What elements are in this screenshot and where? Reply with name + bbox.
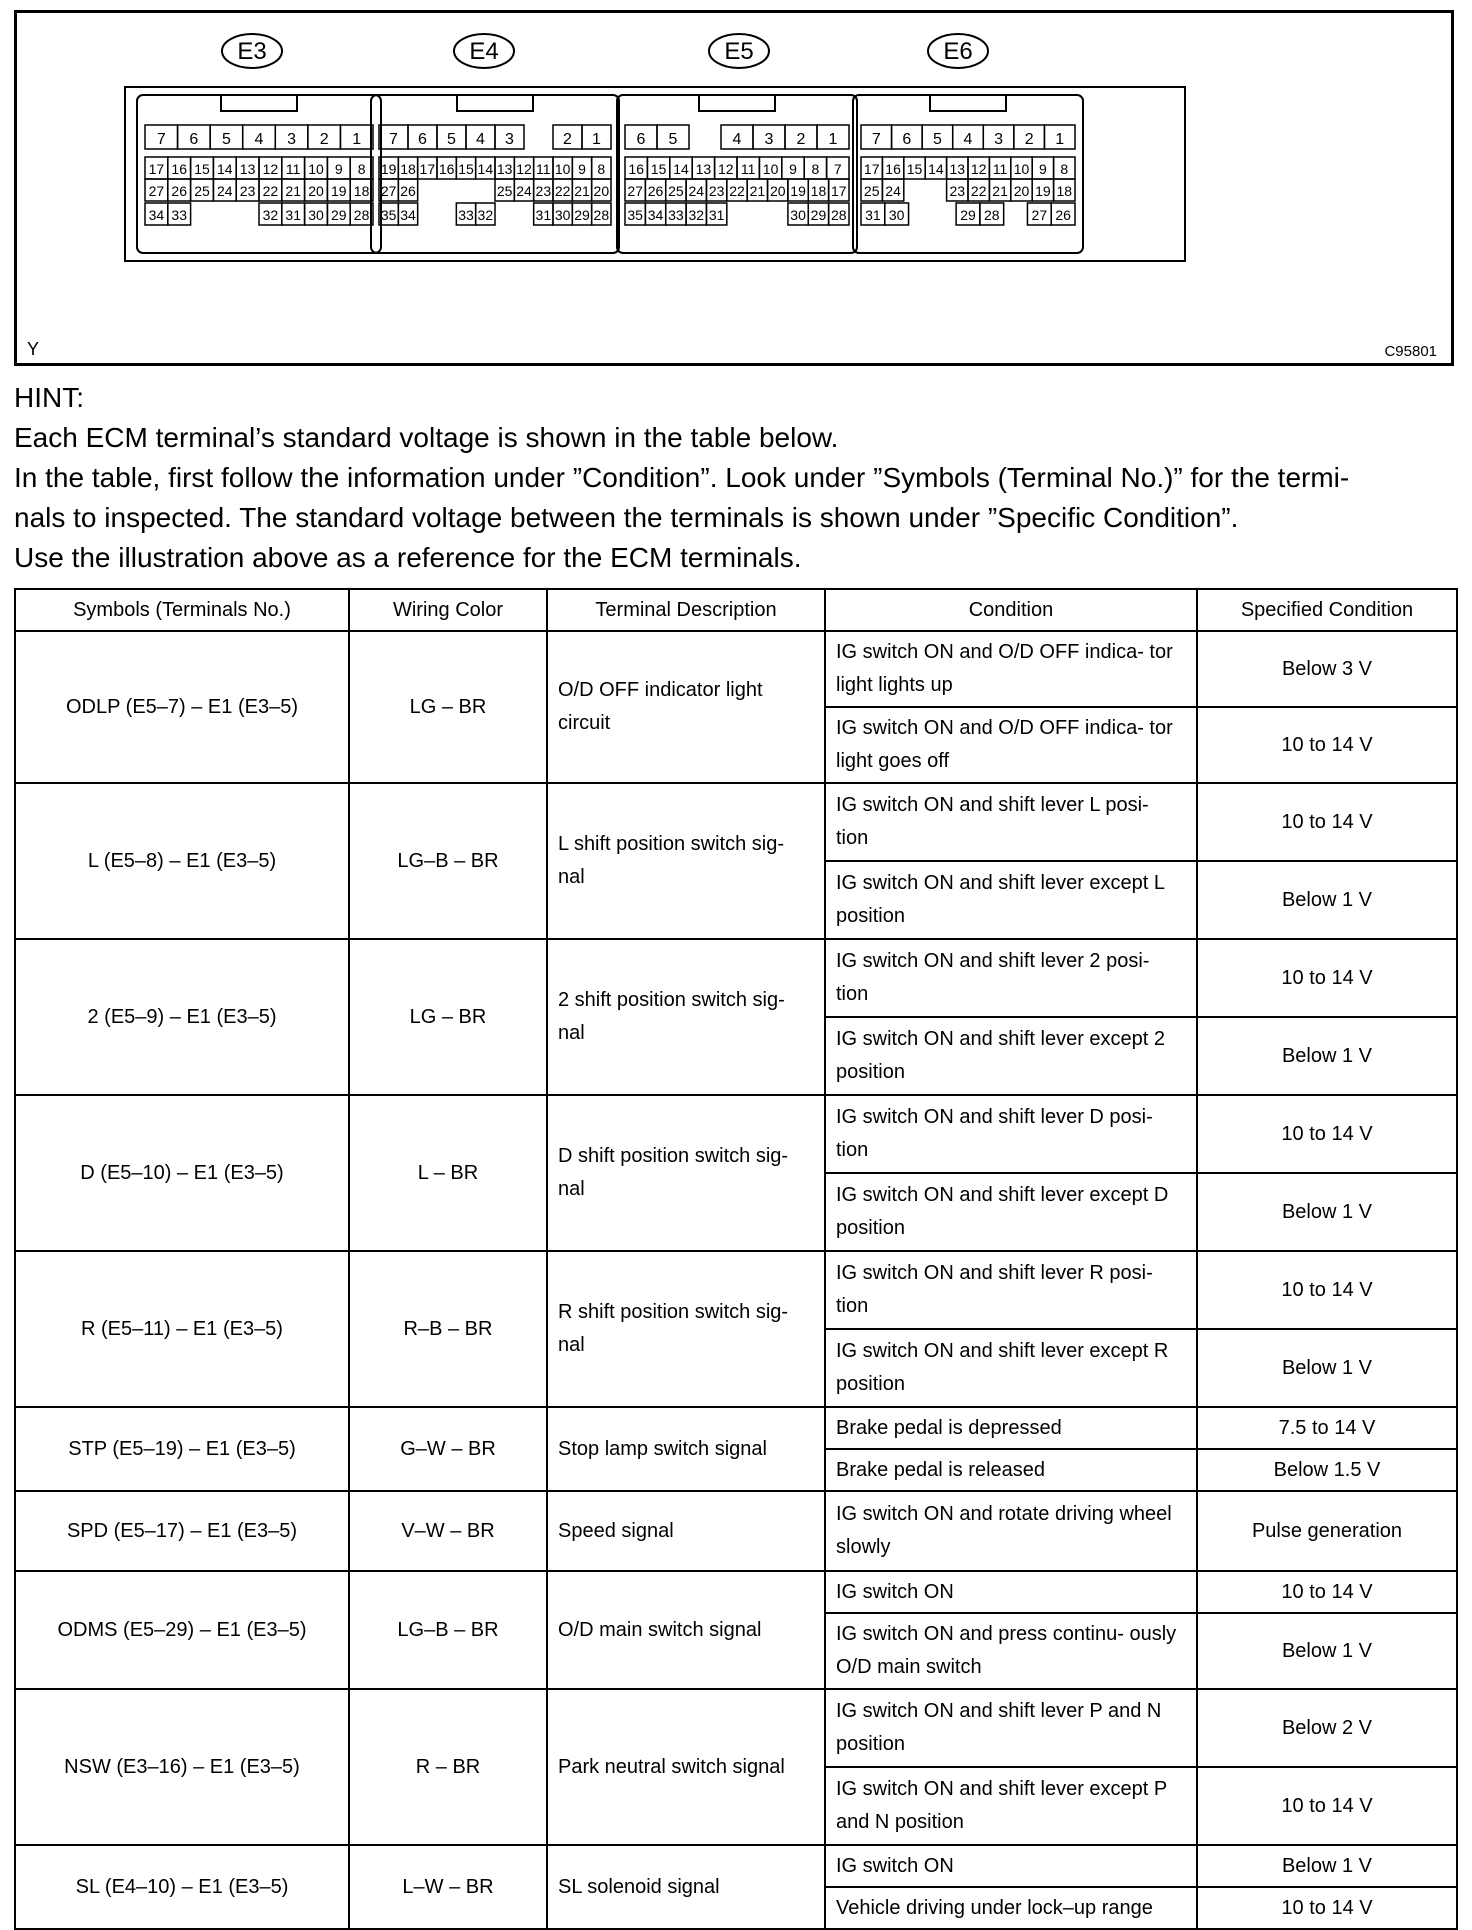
description-cell: SL solenoid signal: [547, 1845, 825, 1929]
connector-latch: [221, 95, 297, 111]
terminal-number: 12: [718, 161, 734, 177]
terminal-number: 8: [597, 161, 606, 177]
specified-condition-cell: Below 1.5 V: [1197, 1449, 1457, 1491]
terminal-number: 15: [194, 161, 210, 177]
terminal-number: 9: [1039, 161, 1047, 177]
terminal-number: 13: [949, 161, 966, 177]
terminal-number: 22: [554, 183, 571, 199]
connector-e3: [137, 34, 381, 253]
terminal-number: 3: [505, 131, 514, 148]
terminal-number: 34: [148, 207, 165, 223]
specified-condition-cell: 10 to 14 V: [1197, 1095, 1457, 1173]
symbol-cell: ODLP (E5–7) – E1 (E3–5): [15, 631, 349, 783]
table-row: [15, 1689, 1457, 1767]
corner-label: Y: [27, 339, 40, 359]
hint-heading: HINT:: [14, 382, 84, 413]
terminal-number: 29: [960, 207, 976, 223]
terminal-number: 4: [963, 131, 973, 148]
terminal-number: 4: [254, 131, 264, 148]
description-cell: R shift position switch sig- nal: [547, 1251, 825, 1407]
specified-condition-cell: Below 1 V: [1197, 1845, 1457, 1887]
terminal-number: 8: [811, 161, 820, 177]
specified-condition-cell: Below 1 V: [1197, 1173, 1457, 1251]
terminal-number: 2: [796, 131, 806, 148]
connector-latch: [930, 95, 1006, 111]
description-cell: O/D main switch signal: [547, 1571, 825, 1689]
terminal-number: 31: [535, 207, 552, 223]
condition-cell: Vehicle driving under lock–up range: [825, 1887, 1197, 1929]
hint-line-2: In the table, first follow the information under ”Condition”. Look under ”Symbols (Terminal No.)” for the termi-: [14, 462, 1350, 493]
terminal-number: 28: [983, 207, 1000, 223]
condition-cell: IG switch ON and shift lever L posi- tion: [825, 783, 1197, 861]
terminal-number: 19: [790, 183, 806, 199]
connector-e5: [617, 34, 857, 253]
terminal-number: 34: [647, 207, 664, 223]
terminal-number: 14: [928, 161, 944, 177]
specified-condition-cell: 10 to 14 V: [1197, 1767, 1457, 1845]
terminal-number: 2: [563, 131, 572, 148]
condition-cell: IG switch ON and shift lever except 2 position: [825, 1017, 1197, 1095]
wiring-color-cell: L – BR: [349, 1095, 547, 1251]
condition-cell: IG switch ON and rotate driving wheel slowly: [825, 1491, 1197, 1571]
condition-cell: IG switch ON and shift lever D posi- tion: [825, 1095, 1197, 1173]
terminal-number: 10: [1013, 161, 1030, 177]
terminal-number: 32: [262, 207, 279, 223]
condition-cell: IG switch ON and shift lever R posi- tion: [825, 1251, 1197, 1329]
condition-cell: IG switch ON and O/D OFF indica- tor light goes off: [825, 707, 1197, 783]
terminal-number: 5: [221, 131, 231, 148]
terminal-number: 11: [740, 161, 756, 177]
connector-latch: [457, 95, 533, 111]
condition-cell: IG switch ON: [825, 1845, 1197, 1887]
connector-e4: [371, 34, 619, 253]
connector-label: E4: [469, 38, 499, 65]
terminal-number: 32: [688, 207, 705, 223]
connector-diagram: [17, 13, 1451, 363]
terminal-number: 22: [970, 183, 987, 199]
terminal-number: 25: [194, 183, 210, 199]
terminal-number: 23: [708, 183, 725, 199]
terminal-number: 16: [438, 161, 455, 177]
terminal-number: 24: [688, 183, 705, 199]
terminal-number: 9: [578, 161, 586, 177]
terminal-number: 33: [458, 207, 474, 223]
wiring-color-cell: LG – BR: [349, 939, 547, 1095]
terminal-number: 29: [331, 207, 347, 223]
terminal-number: 8: [357, 161, 366, 177]
ecm-terminal-table: [14, 588, 1458, 1930]
terminal-number: 13: [695, 161, 712, 177]
specified-condition-cell: Below 3 V: [1197, 631, 1457, 707]
terminal-number: 7: [871, 131, 881, 148]
figure-code: C95801: [1384, 343, 1437, 360]
terminal-number: 6: [418, 131, 427, 148]
specified-condition-cell: 10 to 14 V: [1197, 1571, 1457, 1613]
terminal-number: 32: [477, 207, 494, 223]
header-condition: Condition: [825, 589, 1197, 631]
terminal-number: 18: [400, 161, 416, 177]
wiring-color-cell: LG–B – BR: [349, 1571, 547, 1689]
terminal-number: 30: [554, 207, 571, 223]
terminal-number: 24: [217, 183, 233, 199]
connector-label: E6: [943, 38, 973, 65]
terminal-number: 13: [239, 161, 256, 177]
symbol-cell: SPD (E5–17) – E1 (E3–5): [15, 1491, 349, 1571]
terminal-number: 11: [992, 161, 1008, 177]
terminal-number: 26: [171, 183, 187, 199]
terminal-number: 7: [156, 131, 166, 148]
symbol-cell: ODMS (E5–29) – E1 (E3–5): [15, 1571, 349, 1689]
symbol-cell: 2 (E5–9) – E1 (E3–5): [15, 939, 349, 1095]
terminal-number: 17: [863, 161, 880, 177]
terminal-number: 4: [476, 131, 485, 148]
header-wiring-color: Wiring Color: [349, 589, 547, 631]
terminal-number: 34: [400, 207, 416, 223]
condition-cell: IG switch ON and shift lever 2 posi- tion: [825, 939, 1197, 1017]
terminal-number: 14: [217, 161, 233, 177]
specified-condition-cell: 7.5 to 14 V: [1197, 1407, 1457, 1449]
specified-condition-cell: Below 1 V: [1197, 861, 1457, 939]
terminal-number: 12: [262, 161, 279, 177]
header-specified-condition: Specified Condition: [1197, 589, 1457, 631]
terminal-number: 10: [762, 161, 779, 177]
terminal-number: 18: [810, 183, 827, 199]
terminal-number: 33: [668, 207, 684, 223]
terminal-number: 17: [419, 161, 436, 177]
terminal-number: 18: [1056, 183, 1073, 199]
table-row: [15, 783, 1457, 861]
terminal-number: 21: [574, 183, 590, 199]
connector-label: E3: [237, 38, 267, 65]
terminal-number: 6: [189, 131, 199, 148]
terminal-number: 11: [536, 161, 551, 177]
specified-condition-cell: 10 to 14 V: [1197, 1887, 1457, 1929]
terminal-number: 3: [994, 131, 1004, 148]
terminal-number: 1: [352, 131, 362, 148]
header-symbols: Symbols (Terminals No.): [15, 589, 349, 631]
terminal-number: 29: [810, 207, 827, 223]
terminal-number: 26: [400, 183, 416, 199]
table-row: [15, 1571, 1457, 1613]
connector-label: E5: [724, 38, 754, 65]
symbol-cell: STP (E5–19) – E1 (E3–5): [15, 1407, 349, 1491]
table-row: [15, 1845, 1457, 1887]
terminal-number: 27: [148, 183, 165, 199]
symbol-cell: SL (E4–10) – E1 (E3–5): [15, 1845, 349, 1929]
terminal-number: 15: [906, 161, 923, 177]
specified-condition-cell: Pulse generation: [1197, 1491, 1457, 1571]
connector-latch: [699, 95, 775, 111]
table-header-row: [15, 589, 1457, 631]
wiring-color-cell: LG – BR: [349, 631, 547, 783]
condition-cell: IG switch ON and O/D OFF indica- tor light lights up: [825, 631, 1197, 707]
terminal-number: 15: [650, 161, 667, 177]
terminal-number: 33: [171, 207, 187, 223]
terminal-number: 22: [729, 183, 745, 199]
condition-cell: Brake pedal is released: [825, 1449, 1197, 1491]
terminal-number: 14: [673, 161, 689, 177]
condition-cell: IG switch ON and shift lever except L position: [825, 861, 1197, 939]
condition-cell: IG switch ON and shift lever P and N position: [825, 1689, 1197, 1767]
terminal-number: 7: [833, 161, 842, 177]
terminal-number: 2: [319, 131, 329, 148]
specified-condition-cell: Below 2 V: [1197, 1689, 1457, 1767]
terminal-number: 9: [789, 161, 797, 177]
terminal-number: 19: [331, 183, 347, 199]
terminal-number: 25: [668, 183, 684, 199]
wiring-color-cell: R – BR: [349, 1689, 547, 1845]
terminal-number: 29: [574, 207, 590, 223]
hint-line-3: nals to inspected. The standard voltage between the terminals is shown under ”Specific Condition”.: [14, 502, 1239, 533]
terminal-number: 23: [239, 183, 256, 199]
specified-condition-cell: Below 1 V: [1197, 1613, 1457, 1689]
terminal-number: 35: [627, 207, 643, 223]
terminal-number: 1: [592, 131, 601, 148]
condition-cell: IG switch ON and shift lever except D position: [825, 1173, 1197, 1251]
table-row: [15, 1251, 1457, 1329]
wiring-color-cell: V–W – BR: [349, 1491, 547, 1571]
terminal-number: 25: [863, 183, 880, 199]
terminal-number: 20: [1013, 183, 1030, 199]
description-cell: D shift position switch sig- nal: [547, 1095, 825, 1251]
condition-cell: IG switch ON: [825, 1571, 1197, 1613]
table-row: [15, 1491, 1457, 1571]
hint-line-4: Use the illustration above as a reference for the ECM terminals.: [14, 542, 802, 573]
specified-condition-cell: 10 to 14 V: [1197, 939, 1457, 1017]
header-terminal-description: Terminal Description: [547, 589, 825, 631]
terminal-number: 30: [308, 207, 324, 223]
terminal-number: 28: [593, 207, 610, 223]
terminal-number: 13: [496, 161, 513, 177]
terminal-number: 31: [285, 207, 301, 223]
symbol-cell: L (E5–8) – E1 (E3–5): [15, 783, 349, 939]
specified-condition-cell: 10 to 14 V: [1197, 1251, 1457, 1329]
terminal-number: 18: [353, 183, 370, 199]
description-cell: Speed signal: [547, 1491, 825, 1571]
terminal-number: 6: [636, 131, 646, 148]
terminal-number: 16: [171, 161, 187, 177]
terminal-number: 7: [389, 131, 398, 148]
table-row: [15, 1407, 1457, 1449]
terminal-number: 1: [1055, 131, 1065, 148]
terminal-number: 3: [287, 131, 297, 148]
terminal-number: 5: [668, 131, 678, 148]
terminal-number: 28: [353, 207, 370, 223]
table-row: [15, 1095, 1457, 1173]
symbol-cell: R (E5–11) – E1 (E3–5): [15, 1251, 349, 1407]
terminal-number: 12: [970, 161, 987, 177]
terminal-number: 24: [516, 183, 532, 199]
condition-cell: IG switch ON and shift lever except R position: [825, 1329, 1197, 1407]
wiring-color-cell: LG–B – BR: [349, 783, 547, 939]
description-cell: Stop lamp switch signal: [547, 1407, 825, 1491]
specified-condition-cell: Below 1 V: [1197, 1017, 1457, 1095]
terminal-number: 5: [932, 131, 942, 148]
terminal-number: 22: [262, 183, 279, 199]
terminal-number: 26: [647, 183, 664, 199]
terminal-number: 19: [380, 161, 397, 177]
terminal-number: 17: [831, 183, 847, 199]
terminal-number: 27: [380, 183, 397, 199]
specified-condition-cell: 10 to 14 V: [1197, 707, 1457, 783]
description-cell: L shift position switch sig- nal: [547, 783, 825, 939]
terminal-number: 30: [888, 207, 905, 223]
terminal-number: 10: [308, 161, 324, 177]
specified-condition-cell: 10 to 14 V: [1197, 783, 1457, 861]
terminal-number: 27: [627, 183, 643, 199]
symbol-cell: D (E5–10) – E1 (E3–5): [15, 1095, 349, 1251]
terminal-number: 28: [831, 207, 847, 223]
terminal-number: 5: [447, 131, 456, 148]
terminal-number: 21: [992, 183, 1008, 199]
terminal-number: 12: [516, 161, 532, 177]
wiring-color-cell: G–W – BR: [349, 1407, 547, 1491]
terminal-number: 31: [708, 207, 725, 223]
terminal-number: 25: [496, 183, 513, 199]
terminal-number: 20: [308, 183, 324, 199]
terminal-number: 27: [1031, 207, 1048, 223]
condition-cell: IG switch ON and press continu- ously O/D main switch: [825, 1613, 1197, 1689]
terminal-number: 24: [885, 183, 901, 199]
description-cell: 2 shift position switch sig- nal: [547, 939, 825, 1095]
condition-cell: Brake pedal is depressed: [825, 1407, 1197, 1449]
terminal-number: 4: [732, 131, 742, 148]
terminal-number: 35: [380, 207, 397, 223]
ecm-connector-illustration: [14, 10, 1454, 366]
table-row: [15, 939, 1457, 1017]
terminal-number: 6: [902, 131, 912, 148]
terminal-number: 11: [285, 161, 301, 177]
terminal-number: 30: [790, 207, 806, 223]
condition-cell: IG switch ON and shift lever except P and N position: [825, 1767, 1197, 1845]
terminal-number: 23: [949, 183, 966, 199]
terminal-number: 23: [535, 183, 552, 199]
terminal-number: 16: [885, 161, 901, 177]
description-cell: O/D OFF indicator light circuit: [547, 631, 825, 783]
table-row: [15, 631, 1457, 707]
terminal-number: 19: [1035, 183, 1051, 199]
hint-line-1: Each ECM terminal’s standard voltage is shown in the table below.: [14, 422, 839, 453]
terminal-number: 17: [148, 161, 165, 177]
terminal-number: 31: [865, 207, 881, 223]
terminal-number: 20: [769, 183, 786, 199]
terminal-number: 8: [1060, 161, 1069, 177]
specified-condition-cell: Below 1 V: [1197, 1329, 1457, 1407]
wiring-color-cell: R–B – BR: [349, 1251, 547, 1407]
terminal-number: 21: [749, 183, 766, 199]
terminal-number: 9: [334, 161, 343, 177]
wiring-color-cell: L–W – BR: [349, 1845, 547, 1929]
connector-e6: [853, 34, 1083, 253]
terminal-number: 3: [764, 131, 774, 148]
terminal-number: 16: [628, 161, 644, 177]
terminal-number: 26: [1055, 207, 1071, 223]
terminal-number: 20: [593, 183, 610, 199]
description-cell: Park neutral switch signal: [547, 1689, 825, 1845]
symbol-cell: NSW (E3–16) – E1 (E3–5): [15, 1689, 349, 1845]
terminal-number: 2: [1024, 131, 1034, 148]
terminal-number: 15: [458, 161, 474, 177]
terminal-number: 10: [554, 161, 571, 177]
terminal-number: 14: [477, 161, 494, 177]
terminal-number: 1: [828, 131, 838, 148]
terminal-number: 21: [285, 183, 301, 199]
